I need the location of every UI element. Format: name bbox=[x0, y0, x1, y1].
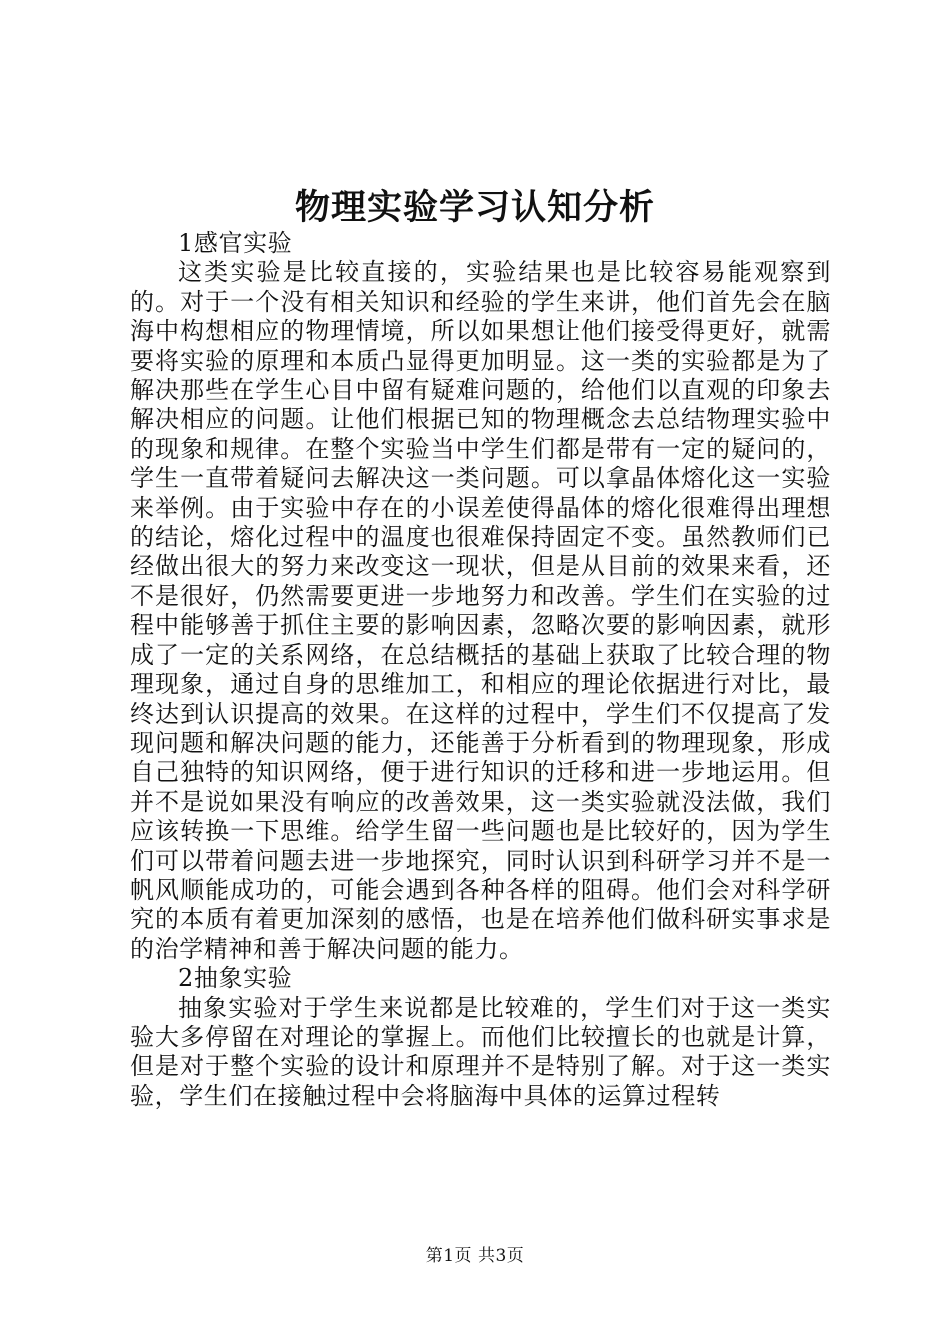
section-paragraph: 这类实验是比较直接的，实验结果也是比较容易能观察到的。对于一个没有相关知识和经验的学生来讲，他们首先会在脑海中构想相应的物理情境，所以如果想让他们接受得更好，就需要将实验的原理和本质凸显得更加明显。这一类的实验都是为了解决那些在学生心目中留有疑难问题的，给他们以直观的印象去解决相应的问题。让他们根据已知的物理概念去总结物理实验中的现象和规律。在整个实验当中学生们都是带有一定的疑问的，学生一直带着疑问去解决这一类问题。可以拿晶体熔化这一实验来举例。由于实验中存在的小误差使得晶体的熔化很难得出理想的结论，熔化过程中的温度也很难保持固定不变。虽然教师们已经做出很大的努力来改变这一现状，但是从目前的效果来看，还不是很好，仍然需要更进一步地努力和改善。学生们在实验的过程中能够善于抓住主要的影响因素，忽略次要的影响因素，就形成了一定的关系网络，在总结概括的基础上获取了比较合理的物理现象，通过自身的思维加工，和相应的理论依据进行对比，最终达到认识提高的效果。在这样的过程中，学生们不仅提高了发现问题和解决问题的能力，还能善于分析看到的物理现象，形成自己独特的知识网络，便于进行知识的迁移和进一步地运用。但并不是说如果没有响应的改善效果，这一类实验就没法做，我们应该转换一下思维。给学生留一些问题也是比较好的，因为学生们可以带着问题去进一步地探究，同时认识到科研学习并不是一帆风顺能成功的，可能会遇到各种各样的阻碍。他们会对科学研究的本质有着更加深刻的感悟，也是在培养他们做科研实事求是的治学精神和善于解决问题的能力。 bbox=[130, 258, 831, 963]
document-body bbox=[130, 229, 831, 1111]
section-heading: 1感官实验 bbox=[178, 229, 293, 257]
section-2 bbox=[130, 964, 831, 1111]
section-1 bbox=[130, 229, 831, 964]
page-number-footer: 第1页 共3页 bbox=[425, 1246, 525, 1266]
section-paragraph: 抽象实验对于学生来说都是比较难的，学生们对于这一类实验大多停留在对理论的掌握上。而他们比较擅长的也就是计算，但是对于整个实验的设计和原理并不是特别了解。对于这一类实验，学生们在接触过程中会将脑海中具体的运算过程转 bbox=[130, 993, 831, 1110]
section-heading: 2抽象实验 bbox=[178, 964, 293, 993]
document-title: 物理实验学习认知分析 bbox=[294, 187, 655, 228]
